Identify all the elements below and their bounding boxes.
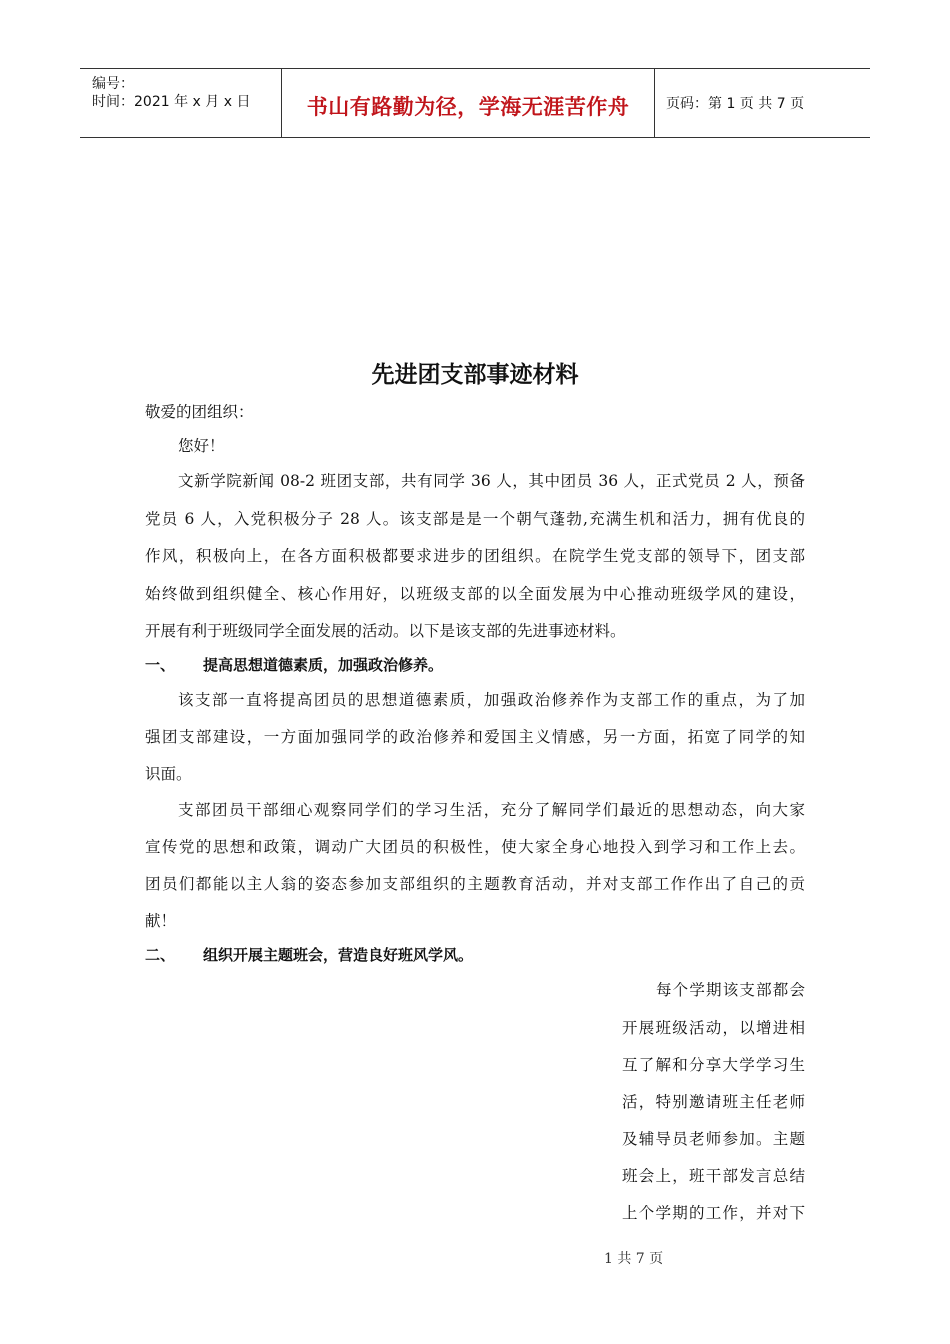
header-left-cell (80, 69, 280, 137)
paragraph-line: 文新学院新闻 08-2 班团支部，共有同学 36 人，其中团员 36 人，正式党员 2 人，预备 (178, 472, 805, 490)
paragraph-line: 识面。 (145, 765, 192, 783)
paragraph-line: 支部团员干部细心观察同学们的学习生活，充分了解同学们最近的思想动态，向大家 (178, 801, 805, 819)
paragraph-line: 开展有利于班级同学全面发展的活动。以下是该支部的先进事迹材料。 (145, 622, 626, 640)
heading-number: 一、 (145, 656, 176, 674)
paragraph-line: 强团支部建设，一方面加强同学的政治修养和爱国主义情感，另一方面，拓宽了同学的知 (145, 728, 805, 746)
heading-number: 二、 (145, 946, 176, 964)
document-title: 先进团支部事迹材料 (371, 362, 579, 388)
paragraph-line: 及辅导员老师参加。主题 (622, 1130, 805, 1148)
page-header (80, 68, 870, 138)
page-info: 页码：第 1 页 共 7 页 (666, 96, 805, 112)
paragraph-line: 作风，积极向上，在各方面积极都要求进步的团组织。在院学生党支部的领导下，团支部 (145, 547, 805, 565)
paragraph-line: 开展班级活动，以增进相 (622, 1019, 805, 1037)
time-label: 时间：2021 年 x 月 x 日 (92, 94, 251, 110)
paragraph-line: 互了解和分享大学学习生 (622, 1056, 805, 1074)
section-heading-2 (145, 944, 473, 965)
paragraph-line: 始终做到组织健全、核心作用好，以班级支部的以全面发展为中心推动班级学风的建设， (145, 585, 805, 603)
section-heading-1 (145, 654, 443, 675)
paragraph-line: 宣传党的思想和政策，调动广大团员的积极性，使大家全身心地投入到学习和工作上去。 (145, 838, 805, 856)
motto: 书山有路勤为径，学海无涯苦作舟 (306, 95, 630, 119)
header-right-cell (654, 69, 870, 137)
paragraph-line: 班会上，班干部发言总结 (622, 1167, 805, 1185)
paragraph-line: 献！ (145, 912, 177, 930)
paragraph-line: 党员 6 人，入党积极分子 28 人。该支部是是一个朝气蓬勃,充满生机和活力，拥有优良的 (145, 510, 805, 528)
number-label: 编号： (92, 76, 134, 92)
header-motto-cell (281, 69, 655, 137)
heading-text: 组织开展主题班会，营造良好班风学风。 (203, 946, 474, 964)
paragraph-line: 活，特别邀请班主任老师 (622, 1093, 805, 1111)
hello: 您好！ (178, 437, 225, 455)
paragraph-line: 每个学期该支部都会 (656, 981, 805, 999)
heading-text: 提高思想道德素质，加强政治修养。 (203, 656, 444, 674)
paragraph-line: 团员们都能以主人翁的姿态参加支部组织的主题教育活动，并对支部工作作出了自己的贡 (145, 875, 805, 893)
greeting: 敬爱的团组织： (145, 403, 254, 421)
paragraph-line: 上个学期的工作，并对下 (622, 1204, 805, 1222)
paragraph-line: 该支部一直将提高团员的思想道德素质，加强政治修养作为支部工作的重点，为了加 (178, 691, 805, 709)
page-footer: 1 共 7 页 (604, 1251, 664, 1267)
